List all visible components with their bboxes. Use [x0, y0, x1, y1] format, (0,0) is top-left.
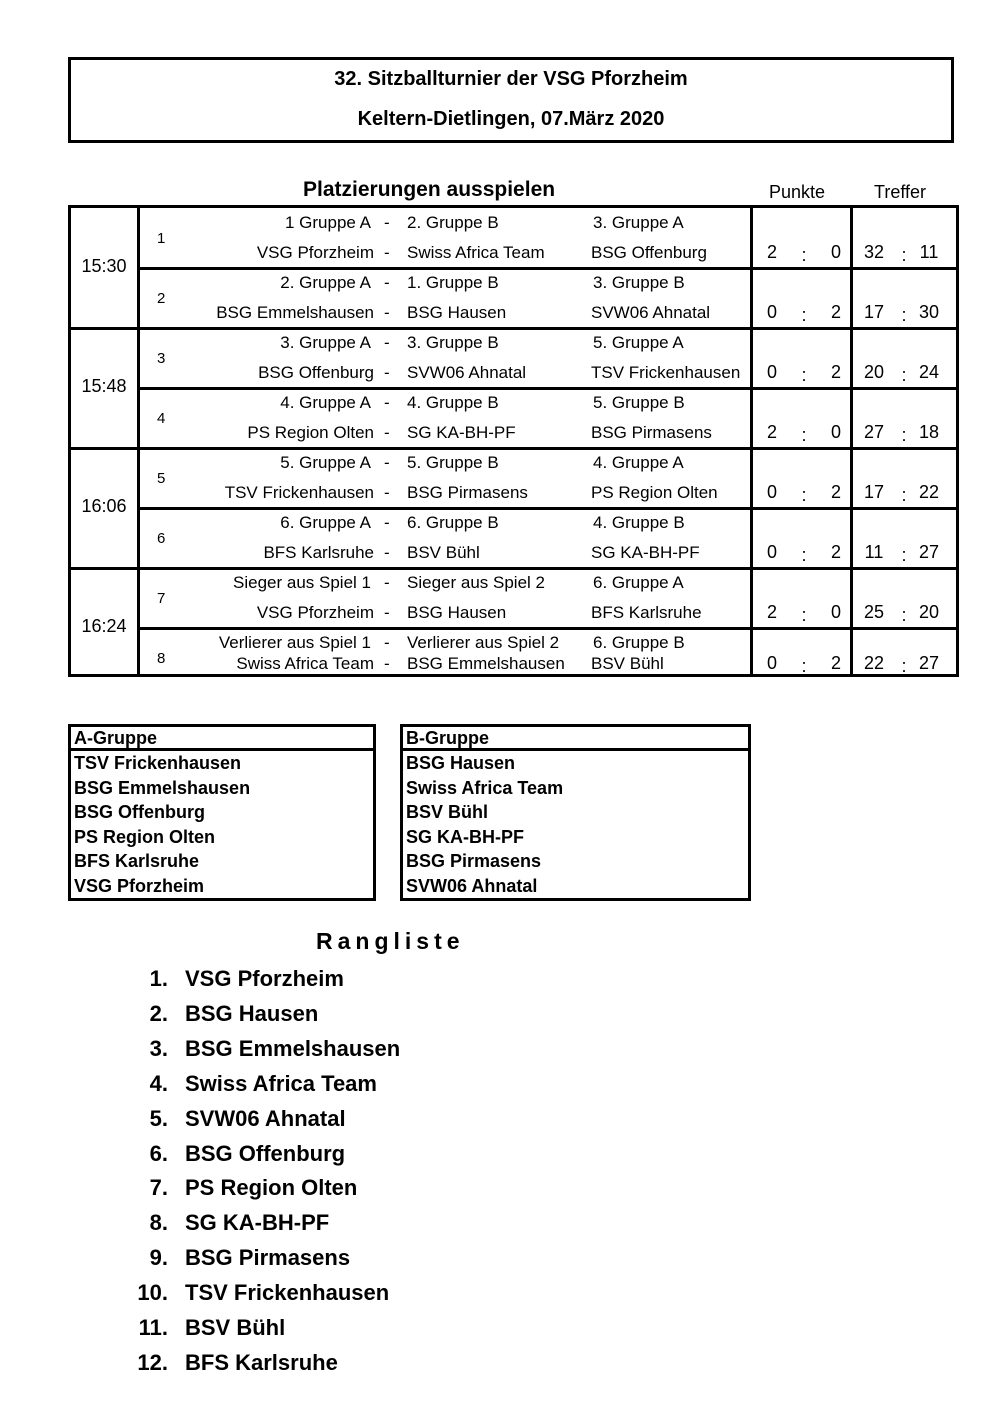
- ranking-number: 8.: [149, 1210, 168, 1236]
- time-block-divider: [71, 447, 956, 450]
- hits-colon: :: [901, 605, 907, 625]
- referee-team: BSG Pirmasens: [591, 423, 712, 442]
- ranking-team: TSV Frickenhausen: [185, 1280, 390, 1306]
- dash: -: [384, 483, 390, 502]
- ranking-number: 7.: [149, 1175, 168, 1201]
- dash: -: [384, 543, 390, 562]
- hits-away: 18: [918, 422, 940, 442]
- hits-away: 20: [918, 602, 940, 622]
- home-label: Verlierer aus Spiel 1: [218, 633, 371, 652]
- match-number: 7: [157, 590, 166, 607]
- home-label: 4. Gruppe A: [280, 393, 371, 412]
- match-row-divider: [137, 267, 956, 270]
- ranking-team: Swiss Africa Team: [185, 1070, 377, 1096]
- group-b-team: SVW06 Ahnatal: [406, 875, 538, 896]
- ranking-number: 11.: [138, 1315, 168, 1340]
- away-label: Verlierer aus Spiel 2: [407, 633, 560, 652]
- dash: -: [384, 213, 390, 232]
- group-a-title: A-Gruppe: [71, 727, 373, 751]
- hits-home: 17: [863, 482, 885, 502]
- points-colon: :: [801, 425, 807, 445]
- points-away: 2: [830, 302, 841, 322]
- away-label: 3. Gruppe B: [407, 333, 499, 352]
- hits-home: 25: [863, 602, 885, 622]
- page-subtitle: Keltern-Dietlingen, 07.März 2020: [357, 108, 665, 130]
- dash: -: [384, 393, 390, 412]
- away-team: BSG Hausen: [407, 303, 507, 322]
- hits-home: 20: [863, 362, 885, 382]
- time-block-divider: [71, 567, 956, 570]
- dash: -: [384, 654, 390, 673]
- home-team: PS Region Olten: [247, 423, 374, 442]
- points-home: 0: [766, 482, 777, 502]
- match-number: 6: [157, 530, 166, 547]
- points-away: 2: [830, 482, 841, 502]
- dash: -: [384, 423, 390, 442]
- ranking-number: 12.: [137, 1349, 168, 1375]
- match-number: 1: [157, 230, 166, 247]
- away-team: BSV Bühl: [407, 543, 480, 562]
- hits-away: 11: [919, 242, 939, 262]
- group-a-team: BSG Offenburg: [74, 802, 205, 822]
- home-label: 5. Gruppe A: [280, 453, 371, 472]
- ranking-title: Rangliste: [316, 928, 465, 954]
- referee-team: PS Region Olten: [591, 483, 718, 502]
- header-box: [68, 57, 954, 143]
- referee-team: TSV Frickenhausen: [591, 363, 741, 382]
- match-number: 4: [157, 410, 166, 427]
- referee-team: SG KA-BH-PF: [591, 543, 700, 562]
- ranking-team: BSG Emmelshausen: [185, 1035, 401, 1061]
- points-colon: :: [801, 365, 807, 385]
- points-home: 2: [766, 422, 777, 442]
- dash: -: [384, 513, 390, 532]
- group-a-team: BFS Karlsruhe: [74, 851, 200, 871]
- hits-away: 30: [918, 302, 940, 322]
- dash: -: [384, 453, 390, 472]
- group-a-team: TSV Frickenhausen: [74, 753, 242, 773]
- home-team: VSG Pforzheim: [256, 243, 374, 262]
- dash: -: [384, 303, 390, 322]
- ranking-number: 1.: [149, 966, 168, 991]
- referee-label: 6. Gruppe A: [593, 573, 684, 592]
- hits-home: 22: [863, 653, 885, 673]
- match-number: 8: [157, 650, 166, 667]
- group-a-box: [68, 724, 376, 901]
- referee-team: BSG Offenburg: [591, 243, 707, 262]
- dash: -: [384, 273, 390, 292]
- ranking-team: PS Region Olten: [185, 1175, 358, 1201]
- group-a-team: BSG Emmelshausen: [74, 777, 251, 798]
- dash: -: [384, 573, 390, 592]
- referee-label: 5. Gruppe B: [593, 393, 685, 412]
- group-b-title: B-Gruppe: [403, 727, 748, 751]
- ranking-number: 3.: [149, 1035, 168, 1061]
- match-number: 5: [157, 470, 166, 487]
- points-column-divider: [750, 208, 753, 674]
- ranking-number: 4.: [149, 1070, 168, 1096]
- referee-label: 4. Gruppe A: [593, 453, 684, 472]
- points-away: 2: [830, 653, 841, 673]
- points-home: 2: [766, 242, 777, 262]
- points-away: 2: [830, 362, 841, 382]
- points-away: 2: [830, 542, 841, 562]
- ranking-team: BFS Karlsruhe: [185, 1349, 338, 1375]
- match-number: 3: [157, 350, 166, 367]
- away-team: BSG Pirmasens: [407, 483, 528, 502]
- hits-colon: :: [901, 365, 907, 385]
- home-team: BSG Emmelshausen: [216, 303, 374, 322]
- hits-colon: :: [901, 545, 907, 565]
- group-b-team: Swiss Africa Team: [406, 777, 564, 798]
- points-home: 0: [766, 653, 777, 673]
- home-team: VSG Pforzheim: [256, 603, 374, 622]
- page-title: 32. Sitzballturnier der VSG Pforzheim: [334, 68, 688, 90]
- dash: -: [384, 243, 390, 262]
- ranking-number: 9.: [149, 1245, 168, 1271]
- away-label: 5. Gruppe B: [407, 453, 499, 472]
- away-label: 1. Gruppe B: [407, 273, 499, 292]
- group-a-team: VSG Pforzheim: [74, 875, 205, 896]
- hits-home: 11: [864, 542, 884, 562]
- ranking-team: VSG Pforzheim: [185, 966, 344, 991]
- home-team: BFS Karlsruhe: [263, 543, 374, 562]
- match-row-divider: [137, 387, 956, 390]
- away-label: 2. Gruppe B: [407, 213, 499, 232]
- dash: -: [384, 363, 390, 382]
- time-slot: 15:30: [81, 256, 127, 276]
- referee-label: 3. Gruppe A: [593, 213, 684, 232]
- group-a-team: PS Region Olten: [74, 826, 216, 847]
- away-label: 4. Gruppe B: [407, 393, 499, 412]
- match-row-divider: [137, 627, 956, 630]
- away-team: SVW06 Ahnatal: [407, 363, 527, 382]
- points-colon: :: [801, 485, 807, 505]
- dash: -: [384, 333, 390, 352]
- points-colon: :: [801, 545, 807, 565]
- away-team: Swiss Africa Team: [407, 243, 545, 262]
- away-team: BSG Emmelshausen: [407, 654, 565, 673]
- group-b-team: SG KA-BH-PF: [406, 826, 524, 847]
- points-away: 0: [830, 422, 841, 442]
- hits-away: 22: [918, 482, 940, 502]
- away-label: 6. Gruppe B: [407, 513, 499, 532]
- away-team: BSG Hausen: [407, 603, 507, 622]
- ranking-number: 10.: [137, 1280, 168, 1306]
- hits-home: 27: [863, 422, 885, 442]
- group-b-team: BSV Bühl: [406, 802, 489, 822]
- points-home: 2: [766, 602, 777, 622]
- ranking-team: BSV Bühl: [185, 1315, 286, 1340]
- dash: -: [384, 603, 390, 622]
- points-home: 0: [766, 302, 777, 322]
- referee-label: 3. Gruppe B: [593, 273, 685, 292]
- referee-label: 6. Gruppe B: [593, 633, 685, 652]
- time-slot: 16:24: [81, 616, 127, 636]
- home-team: BSG Offenburg: [258, 363, 374, 382]
- points-home: 0: [766, 542, 777, 562]
- hits-colon: :: [901, 425, 907, 445]
- ranking-team: SG KA-BH-PF: [185, 1210, 330, 1236]
- hits-colon: :: [901, 305, 907, 325]
- time-slot: 16:06: [81, 496, 127, 516]
- hits-away: 24: [918, 362, 940, 382]
- ranking-team: SVW06 Ahnatal: [185, 1105, 346, 1131]
- ranking-team: BSG Hausen: [185, 1000, 319, 1026]
- ranking-team: BSG Pirmasens: [185, 1245, 351, 1271]
- referee-label: 4. Gruppe B: [593, 513, 685, 532]
- group-b-box: [400, 724, 751, 901]
- points-colon: :: [801, 656, 807, 676]
- points-colon: :: [801, 605, 807, 625]
- points-away: 0: [830, 602, 841, 622]
- home-label: 6. Gruppe A: [280, 513, 371, 532]
- ranking-team: BSG Offenburg: [185, 1140, 346, 1166]
- home-label: 3. Gruppe A: [280, 333, 371, 352]
- away-label: Sieger aus Spiel 2: [407, 573, 545, 592]
- hits-colon: :: [901, 485, 907, 505]
- home-label: Sieger aus Spiel 1: [233, 573, 371, 592]
- points-away: 0: [830, 242, 841, 262]
- hits-column-header: Treffer: [874, 182, 927, 202]
- home-label: 1 Gruppe A: [284, 213, 371, 232]
- hits-colon: :: [901, 656, 907, 676]
- group-b-team: BSG Hausen: [406, 753, 516, 773]
- referee-label: 5. Gruppe A: [593, 333, 684, 352]
- hits-column-divider: [850, 208, 853, 674]
- time-block-divider: [71, 327, 956, 330]
- match-row-divider: [137, 507, 956, 510]
- points-home: 0: [766, 362, 777, 382]
- away-team: SG KA-BH-PF: [407, 423, 516, 442]
- referee-team: SVW06 Ahnatal: [591, 303, 711, 322]
- home-label: 2. Gruppe A: [280, 273, 371, 292]
- referee-team: BFS Karlsruhe: [591, 603, 702, 622]
- hits-home: 17: [863, 302, 885, 322]
- points-colon: :: [801, 305, 807, 325]
- ranking-number: 5.: [149, 1105, 168, 1131]
- referee-team: BSV Bühl: [591, 654, 664, 673]
- points-column-header: Punkte: [769, 182, 826, 202]
- match-table: [68, 205, 959, 677]
- home-team: TSV Frickenhausen: [224, 483, 374, 502]
- ranking-number: 6.: [149, 1140, 168, 1166]
- dash: -: [384, 633, 390, 652]
- time-slot: 15:48: [81, 376, 127, 396]
- hits-away: 27: [918, 653, 940, 673]
- hits-colon: :: [901, 245, 907, 265]
- time-column-divider: [137, 208, 140, 674]
- section-heading: Platzierungen ausspielen: [303, 178, 556, 201]
- ranking-number: 2.: [149, 1000, 168, 1026]
- hits-away: 27: [918, 542, 940, 562]
- hits-home: 32: [863, 242, 885, 262]
- match-number: 2: [157, 290, 166, 307]
- home-team: Swiss Africa Team: [236, 654, 374, 673]
- group-b-team: BSG Pirmasens: [406, 851, 542, 871]
- points-colon: :: [801, 245, 807, 265]
